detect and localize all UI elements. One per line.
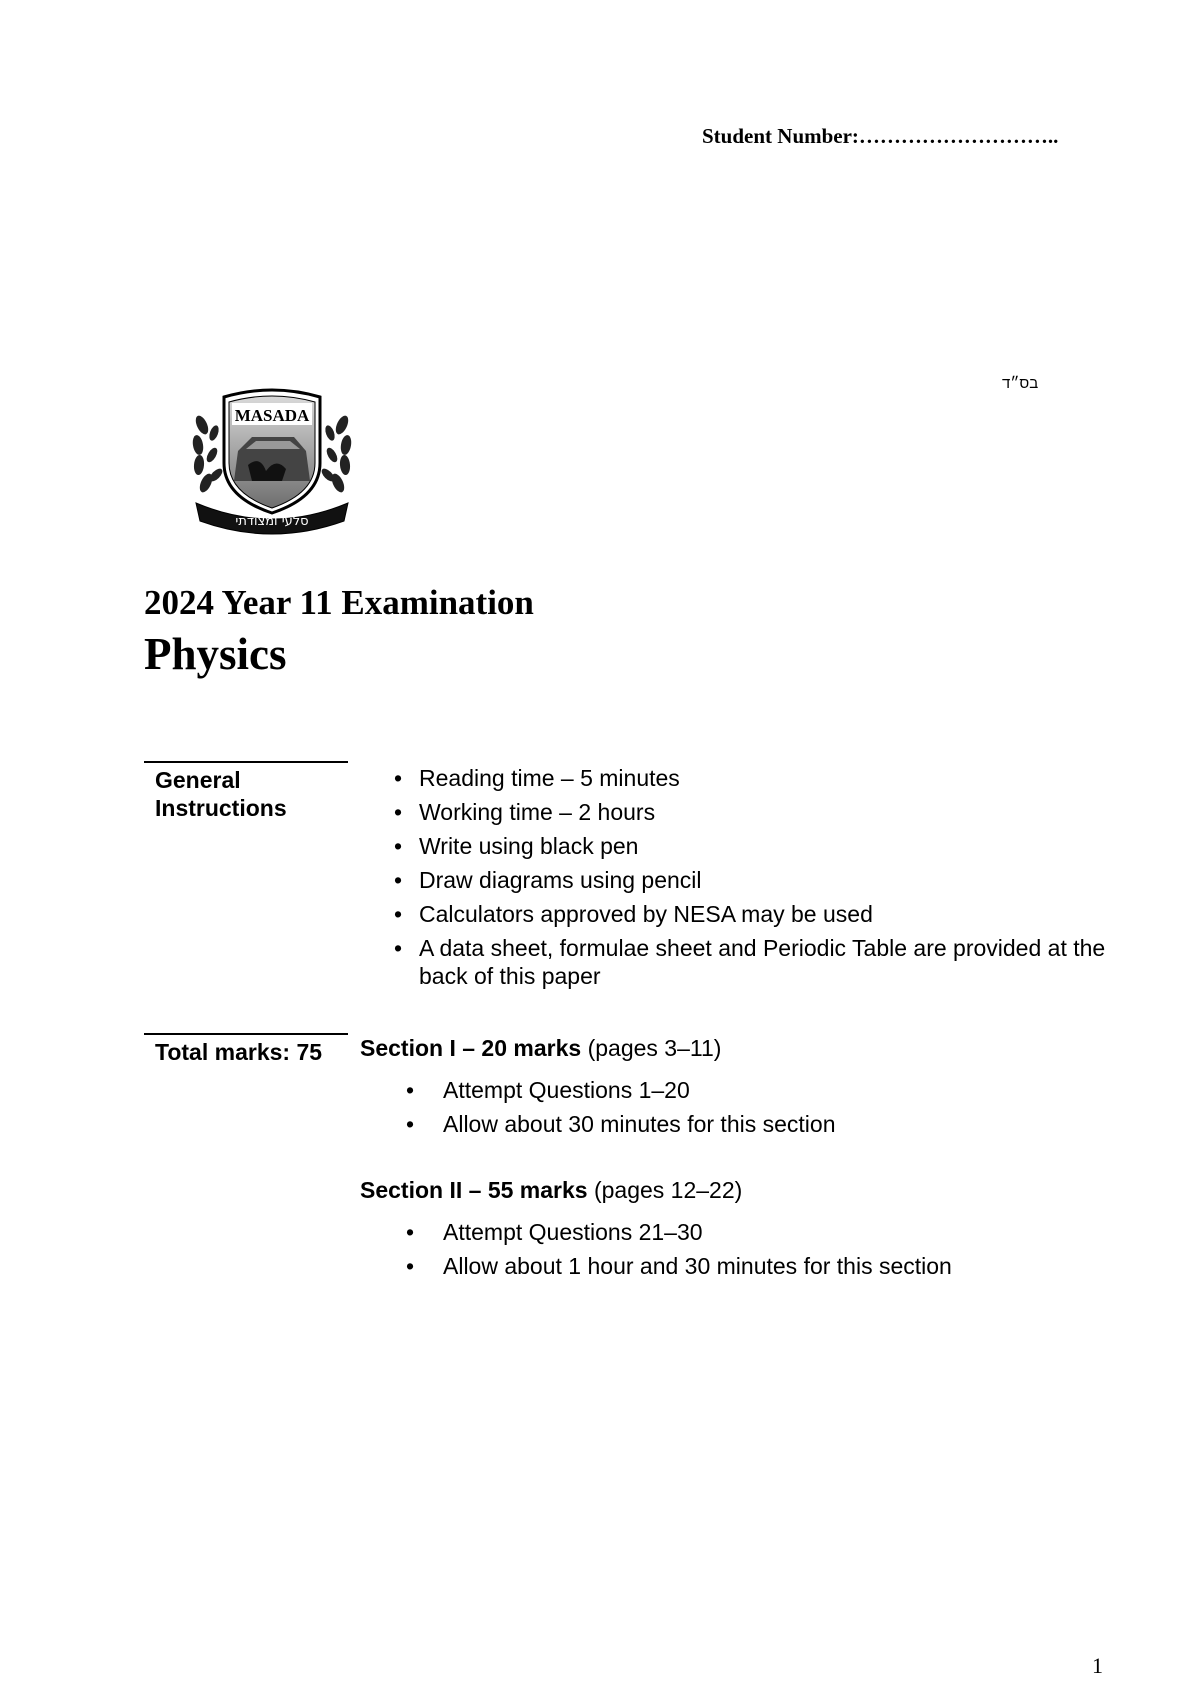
divider-general (144, 761, 348, 763)
list-item: • Draw diagrams using pencil (392, 866, 1112, 894)
list-item: • Write using black pen (392, 832, 1112, 860)
list-item: • Attempt Questions 1–20 (404, 1076, 1104, 1104)
list-item: • A data sheet, formulae sheet and Periodic Table are provided at the back of this paper (392, 934, 1112, 990)
general-instructions-label: General Instructions (155, 767, 287, 821)
masada-crest-logo (186, 385, 358, 535)
list-item: • Reading time – 5 minutes (392, 764, 1112, 792)
section-2-title: Section II – 55 marks (360, 1177, 588, 1203)
section-1-title: Section I – 20 marks (360, 1035, 582, 1061)
section-1-heading (360, 1035, 721, 1062)
exam-title: 2024 Year 11 Examination (144, 583, 534, 622)
total-marks-label: Total marks: 75 (155, 1039, 323, 1065)
list-item: • Allow about 30 minutes for this section (404, 1110, 1104, 1138)
student-number-field: Student Number:……………………….. (702, 124, 1059, 148)
list-item: • Allow about 1 hour and 30 minutes for this section (404, 1252, 1104, 1280)
bsd-mark: בס״ד (1002, 375, 1039, 392)
subject-title: Physics (144, 629, 287, 679)
list-item: • Calculators approved by NESA may be used (392, 900, 1112, 928)
section-1-pages: (pages 3–11) (587, 1035, 722, 1061)
page-number: 1 (1092, 1653, 1103, 1678)
section-1-list (404, 1076, 1104, 1144)
general-instructions-list (392, 764, 1112, 996)
list-item: • Working time – 2 hours (392, 798, 1112, 826)
divider-total (144, 1033, 348, 1035)
section-2-list (404, 1218, 1104, 1286)
crest-motto: סלעי ומצודתי (235, 514, 309, 529)
section-2-heading (360, 1177, 742, 1204)
svg-text:MASADA: MASADA (234, 406, 310, 425)
list-item: • Attempt Questions 21–30 (404, 1218, 1104, 1246)
section-2-pages: (pages 12–22) (593, 1177, 743, 1203)
